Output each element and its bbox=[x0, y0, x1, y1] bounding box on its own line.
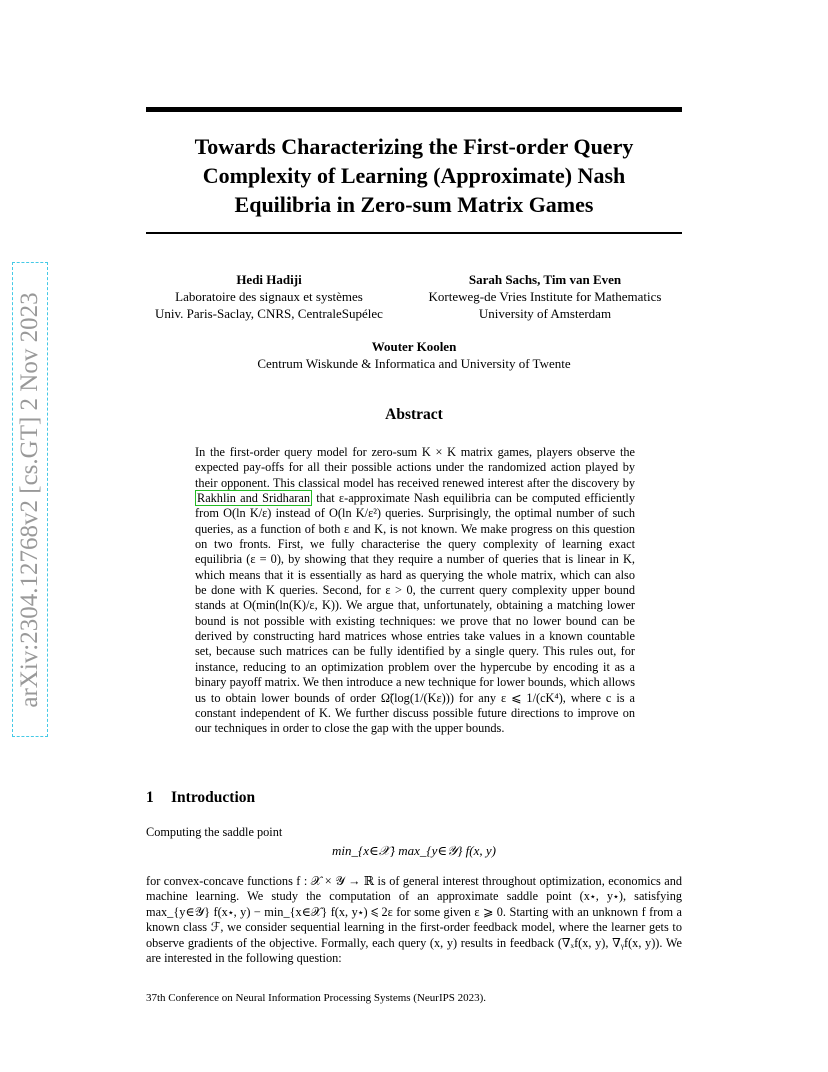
abstract-body bbox=[195, 445, 635, 737]
paragraph-text: for convex-concave functions f : 𝒳 × 𝒴 → ℝ is of general interest throughout optimization, economics and machine learning. We study the computation of an approximate saddle point (x⋆, y⋆), satisfying max_{y∈𝒴} f(x⋆, y) − min_{x∈𝒳} f(x, y⋆) ⩽ 2ε for some given ε ⩾ 0. Starting with an unknown f from a known class ℱ, we consider sequential learning in the first-order feedback model, where the learner gets to observe gradients of the objective. Formally, each query (x, y) results in feedback (∇ₓf(x, y), ∇ᵧf(x, y)). We are interested in the following question: bbox=[146, 874, 682, 966]
author-block bbox=[146, 338, 682, 372]
author-block bbox=[414, 271, 676, 322]
abstract-text: In the first-order query model for zero-sum K × K matrix games, players observe the expected pay-offs for all their possible actions under the randomized action played by their opponent. This classical model has received renewed interest after the discovery by bbox=[195, 445, 635, 490]
intro-lead bbox=[146, 825, 682, 840]
title-line: Towards Characterizing the First-order Query bbox=[194, 134, 634, 159]
paper-title bbox=[146, 132, 682, 219]
title-bottom-rule bbox=[146, 232, 682, 234]
title-line: Complexity of Learning (Approximate) Nash bbox=[202, 163, 626, 188]
author-name: Sarah Sachs, Tim van Even bbox=[468, 272, 622, 287]
conference-footer: 37th Conference on Neural Information Processing Systems (NeurIPS 2023). bbox=[146, 992, 487, 1004]
citation-link[interactable]: Rakhlin and Sridharan bbox=[197, 491, 310, 506]
section-heading bbox=[146, 789, 255, 807]
author-affiliation: Korteweg-de Vries Institute for Mathematics bbox=[428, 289, 662, 304]
author-name: Hedi Hadiji bbox=[236, 272, 302, 287]
abstract-heading: Abstract bbox=[385, 406, 443, 423]
author-name: Wouter Koolen bbox=[371, 339, 457, 354]
lead-text: Computing the saddle point bbox=[146, 825, 283, 839]
abstract-text: that ε-approximate Nash equilibria can be computed efficiently from O(ln K/ε) instead of O(ln K/ε²) queries. Surprisingly, the optimal number of such queries, as a function of both ε and K, is not known. We make progress on this question on two fronts. First, we fully characterise the query complexity of learning exact equilibria (ε = 0), by showing that they require a number of queries that is linear in K, which means that it is essentially as hard as querying the whole matrix, which can also be done with K queries. Second, for ε > 0, the current query complexity upper bound stands at O(min(ln(K)/ε, K)). We argue that, unfortunately, obtaining a matching lower bound is not possible with existing techniques: we prove that no lower bound can be derived by constructing hard matrices whose entries take values in a known countable set, because such matrices can be fully identified by a single query. This rules out, for instance, reducing to an optimization problem over the hypercube by encoding it as a binary payoff matrix. We then introduce a new technique for lower bounds, which allows us to obtain lower bounds of order Ω̃(log(1/(Kε))) for any ε ⩽ 1/(cK⁴), where c is a constant independent of K. We further discuss possible future directions to improve on our techniques in order to close the gap with the upper bounds. bbox=[195, 491, 635, 736]
title-top-rule bbox=[146, 107, 682, 112]
author-affiliation: University of Amsterdam bbox=[478, 306, 612, 321]
section-number: 1 bbox=[146, 789, 154, 806]
title-line: Equilibria in Zero-sum Matrix Games bbox=[234, 192, 594, 217]
author-affiliation: Laboratoire des signaux et systèmes bbox=[175, 289, 363, 304]
author-block bbox=[146, 271, 392, 322]
saddle-point-equation: min_{x∈𝒳} max_{y∈𝒴} f(x, y) bbox=[332, 843, 496, 858]
author-affiliation: Centrum Wiskunde & Informatica and University of Twente bbox=[257, 356, 571, 371]
abstract-paragraph bbox=[195, 445, 635, 737]
section-title: Introduction bbox=[171, 789, 256, 806]
intro-paragraph bbox=[146, 874, 682, 966]
author-affiliation: Univ. Paris-Saclay, CNRS, CentraleSupélec bbox=[155, 306, 383, 321]
arxiv-stamp[interactable]: arXiv:2304.12768v2 [cs.GT] 2 Nov 2023 bbox=[16, 292, 43, 708]
